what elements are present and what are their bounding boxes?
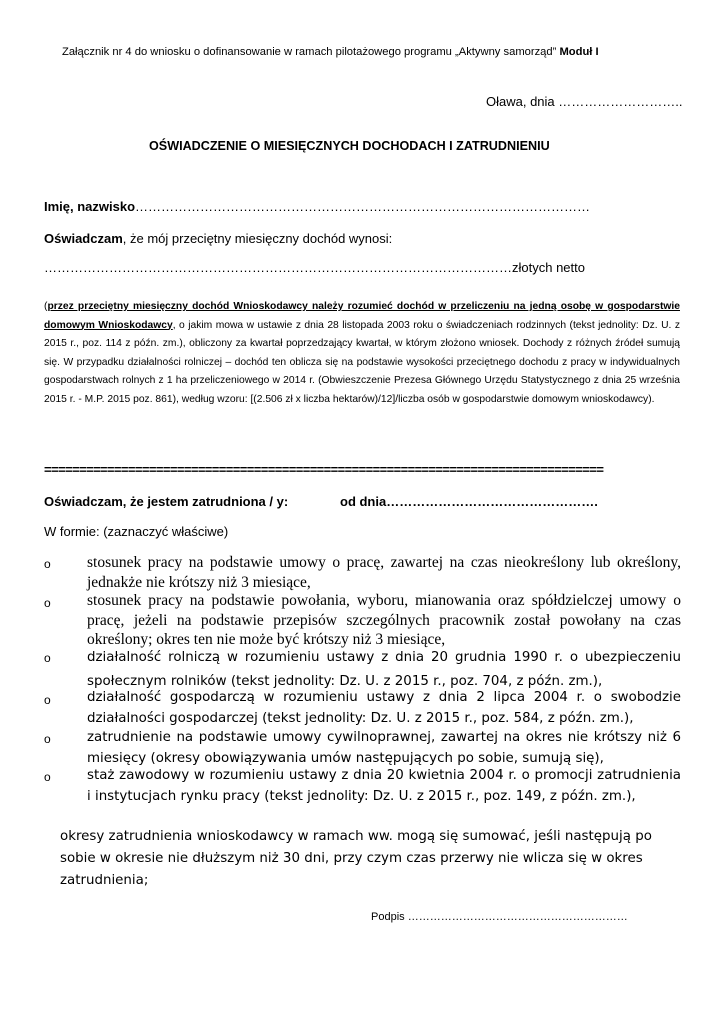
form-label: W formie: (zaznaczyć właściwe) (44, 524, 229, 539)
checkbox-option-4[interactable]: o (44, 693, 51, 707)
income-field[interactable] (44, 260, 585, 275)
checkbox-option-2[interactable]: o (44, 596, 51, 610)
option-4-text: działalność gospodarczą w rozumieniu ustawy z dnia 2 lipca 2004 r. o swobodzie działalności gospodarczej (tekst jednolity: Dz. U. z 2015 r., poz. 584, z późn. zm.), (87, 690, 681, 726)
checkbox-option-6[interactable]: o (44, 770, 51, 784)
note-underlined: przez przeciętny miesięczny dochód Wnioskodawcy należy rozumieć dochód w przeliczeniu na jedną osobę w gospodarstwie domowym Wnioskodawcy (44, 301, 680, 331)
attachment-header (62, 46, 692, 58)
employment-statement (44, 494, 598, 509)
option-2-text: stosunek pracy na podstawie powołania, wyboru, mianowania oraz spółdzielczej umowy o pracę, jeżeli na podstawie przepisów szczególnych pracownik został powołany na czas określony; okres ten nie może być krótszy niż 3 miesiące, (87, 592, 681, 648)
name-dots[interactable]: …………………………………………………………………………………………… (135, 199, 591, 214)
name-label: Imię, nazwisko (44, 199, 136, 214)
place-date-field[interactable]: Oława, dnia ……………………….. (486, 94, 683, 109)
header-text: Załącznik nr 4 do wniosku o dofinansowanie w ramach pilotażowego programu „Aktywny samorząd” (62, 46, 560, 58)
separator-line: ================================================================================ (44, 462, 604, 477)
header-module: Moduł I (559, 46, 599, 58)
income-label-rest: , że mój przeciętny miesięczny dochód wynosi: (122, 231, 393, 246)
option-5-text: zatrudnienie na podstawie umowy cywilnoprawnej, zawartej na okres nie krótszy niż 6 miesięcy (okresy obowiązywania umów następujących po sobie, sumują się), (87, 730, 681, 766)
employment-date-field[interactable]: od dnia…………………………………………. (340, 494, 598, 509)
option-6-text: staż zawodowy w rozumieniu ustawy z dnia 20 kwietnia 2004 r. o promocji zatrudnienia i instytucjach rynku pracy (tekst jednolity: Dz. U. z 2015 r., poz. 149, z późn. zm.), (87, 768, 681, 804)
income-dots[interactable]: ……………………………………………………………………………………………… (44, 260, 512, 275)
note-rest: , o jakim mowa w ustawie z dnia 28 listopada 2003 roku o świadczeniach rodzinnych (tekst jednolity: Dz. U. z 2015 r., poz. 114 z późn. zm.), obliczony za kwartał poprzedzający kwartał, w którym złożono wniosek. Dochody z różnych źródeł sumują się. W przypadku działalności rolniczej – dochód ten oblicza się na podstawie wysokości przeciętnego dochodu z pracy w indywidualnych gospodarstwach rolnych z 1 ha przeliczeniowego w 2014 r. (Obwieszczenie Prezesa Głównego Urzędu Statystycznego z dnia 25 września 2015 r. - M.P. 2015 poz. 861), według wzoru: [(2.506 zł x liczba hektarów)/12]/liczba osób w gospodarstwie domowym wnioskodawcy). (44, 319, 680, 405)
income-unit: złotych netto (512, 260, 585, 275)
option-1-text: stosunek pracy na podstawie umowy o pracę, zawartej na czas nieokreślony lub określony, jednakże nie krótszy niż 3 miesiące, (87, 554, 681, 591)
checkbox-option-5[interactable]: o (44, 732, 51, 746)
income-label-bold: Oświadczam (44, 231, 123, 246)
document-title: OŚWIADCZENIE O MIESIĘCZNYCH DOCHODACH I ZATRUDNIENIU (149, 139, 550, 153)
income-definition-note: (przez przeciętny miesięczny dochód Wnioskodawcy należy rozumieć dochód w przeliczeniu na jedną osobę w gospodarstwie domowym Wnioskodawcy, o jakim mowa w ustawie z dnia 28 listopada 2003 roku o świadczeniach rodzinnych (tekst jednolity: Dz. U. z 2015 r., poz. 114 z późn. zm.), obliczony za kwartał poprzedzający kwartał, w którym złożono wniosek. Dochody z różnych źródeł sumują się. W przypadku działalności rolniczej – dochód ten oblicza się na podstawie wysokości przeciętnego dochodu z pracy w indywidualnych gospodarstwach rolnych z 1 ha przeliczeniowego w 2014 r. (Obwieszczenie Prezesa Głównego Urzędu Statystycznego z dnia 25 września 2015 r. - M.P. 2015 poz. 861), według wzoru: [(2.506 zł x liczba hektarów)/12]/liczba osób w gospodarstwie domowym wnioskodawcy). (44, 301, 680, 405)
signature-field[interactable]: Podpis …………………………………………………… (371, 911, 628, 923)
option-3-text: działalność rolniczą w rozumieniu ustawy z dnia 20 grudnia 1990 r. o ubezpieczeniu społecznym rolników (tekst jednolity: Dz. U. z 2015 r., poz. 704, z późn. zm.), (87, 650, 681, 689)
checkbox-option-1[interactable]: o (44, 557, 51, 571)
closing-note: okresy zatrudnienia wnioskodawcy w ramach ww. mogą się sumować, jeśli następują po sobie w okresie nie dłuższym niż 30 dni, przy czym czas przerwy nie wlicza się w okres zatrudnienia; (60, 829, 652, 888)
name-field[interactable] (44, 199, 590, 214)
income-statement (44, 231, 392, 246)
checkbox-option-3[interactable]: o (44, 651, 51, 665)
employment-label: Oświadczam, że jestem zatrudniona / y: (44, 494, 289, 509)
